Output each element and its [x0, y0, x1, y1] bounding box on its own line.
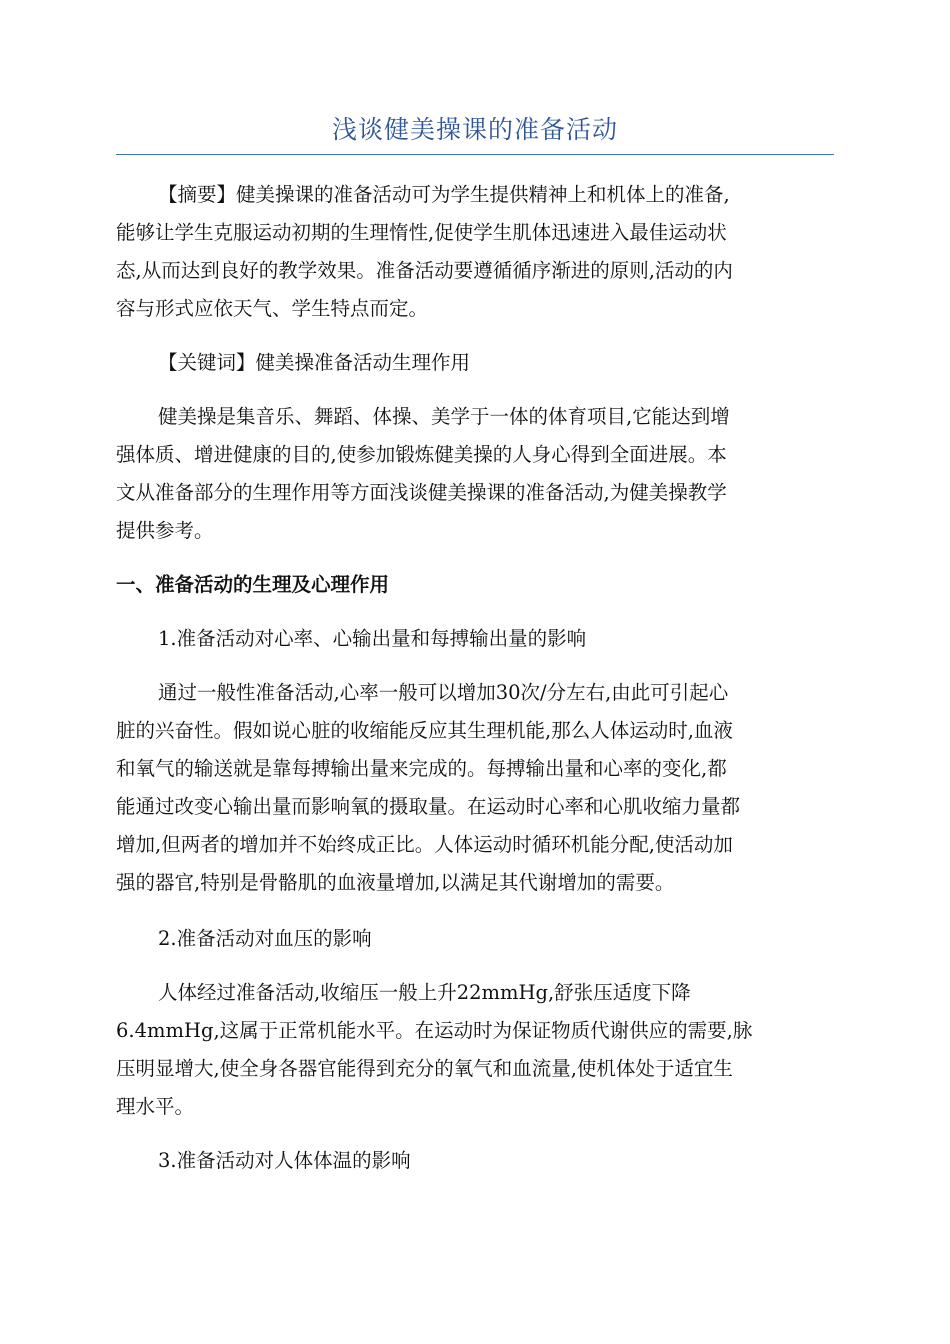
subsection-2-paragraph: [116, 974, 834, 1126]
subsection-heading-2: 2.准备活动对血压的影响: [158, 927, 372, 950]
subsection-heading-1: 1.准备活动对心率、心输出量和每搏输出量的影响: [158, 627, 587, 650]
keywords-paragraph: 【关键词】健美操准备活动生理作用: [158, 351, 471, 374]
intro-line: 健美操是集音乐、舞蹈、体操、美学于一体的体育项目,它能达到增: [158, 405, 730, 428]
paragraph-line: 增加,但两者的增加并不始终成正比。人体运动时循环机能分配,使活动加: [116, 833, 733, 856]
paragraph-line: 理水平。: [116, 1095, 195, 1118]
section-heading: 一、准备活动的生理及心理作用: [116, 573, 390, 596]
paragraph-line: 和氧气的输送就是靠每搏输出量来完成的。每搏输出量和心率的变化,都: [116, 757, 727, 780]
subsection-heading-3: 3.准备活动对人体体温的影响: [158, 1149, 411, 1172]
paragraph-line: 人体经过准备活动,收缩压一般上升22mmHg,舒张压适度下降: [158, 981, 691, 1004]
intro-paragraph: [116, 398, 834, 550]
abstract-line: 态,从而达到良好的教学效果。准备活动要遵循循序渐进的原则,活动的内: [116, 259, 733, 282]
paragraph-line: 强的器官,特别是骨骼肌的血液量增加,以满足其代谢增加的需要。: [116, 871, 675, 894]
paragraph-line: 6.4mmHg,这属于正常机能水平。在运动时为保证物质代谢供应的需要,脉: [116, 1019, 753, 1042]
paragraph-line: 脏的兴奋性。假如说心脏的收缩能反应其生理机能,那么人体运动时,血液: [116, 719, 733, 742]
title-underline: [116, 154, 834, 155]
intro-line: 文从准备部分的生理作用等方面浅谈健美操课的准备活动,为健美操教学: [116, 481, 727, 504]
paragraph-line: 通过一般性准备活动,心率一般可以增加30次/分左右,由此可引起心: [158, 681, 729, 704]
abstract-line: 容与形式应依天气、学生特点而定。: [116, 297, 429, 320]
paragraph-line: 压明显增大,使全身各器官能得到充分的氧气和血流量,使机体处于适宜生: [116, 1057, 733, 1080]
abstract-paragraph: [116, 176, 834, 328]
subsection-1-paragraph: [116, 674, 834, 902]
abstract-line: 能够让学生克服运动初期的生理惰性,促使学生肌体迅速进入最佳运动状: [116, 221, 727, 244]
intro-line: 强体质、增进健康的目的,使参加锻炼健美操的人身心得到全面进展。本: [116, 443, 727, 466]
document-title: 浅谈健美操课的准备活动: [331, 115, 618, 144]
abstract-line: 【摘要】健美操课的准备活动可为学生提供精神上和机体上的准备,: [158, 183, 730, 206]
intro-line: 提供参考。: [116, 519, 214, 542]
paragraph-line: 能通过改变心输出量而影响氧的摄取量。在运动时心率和心肌收缩力量都: [116, 795, 741, 818]
